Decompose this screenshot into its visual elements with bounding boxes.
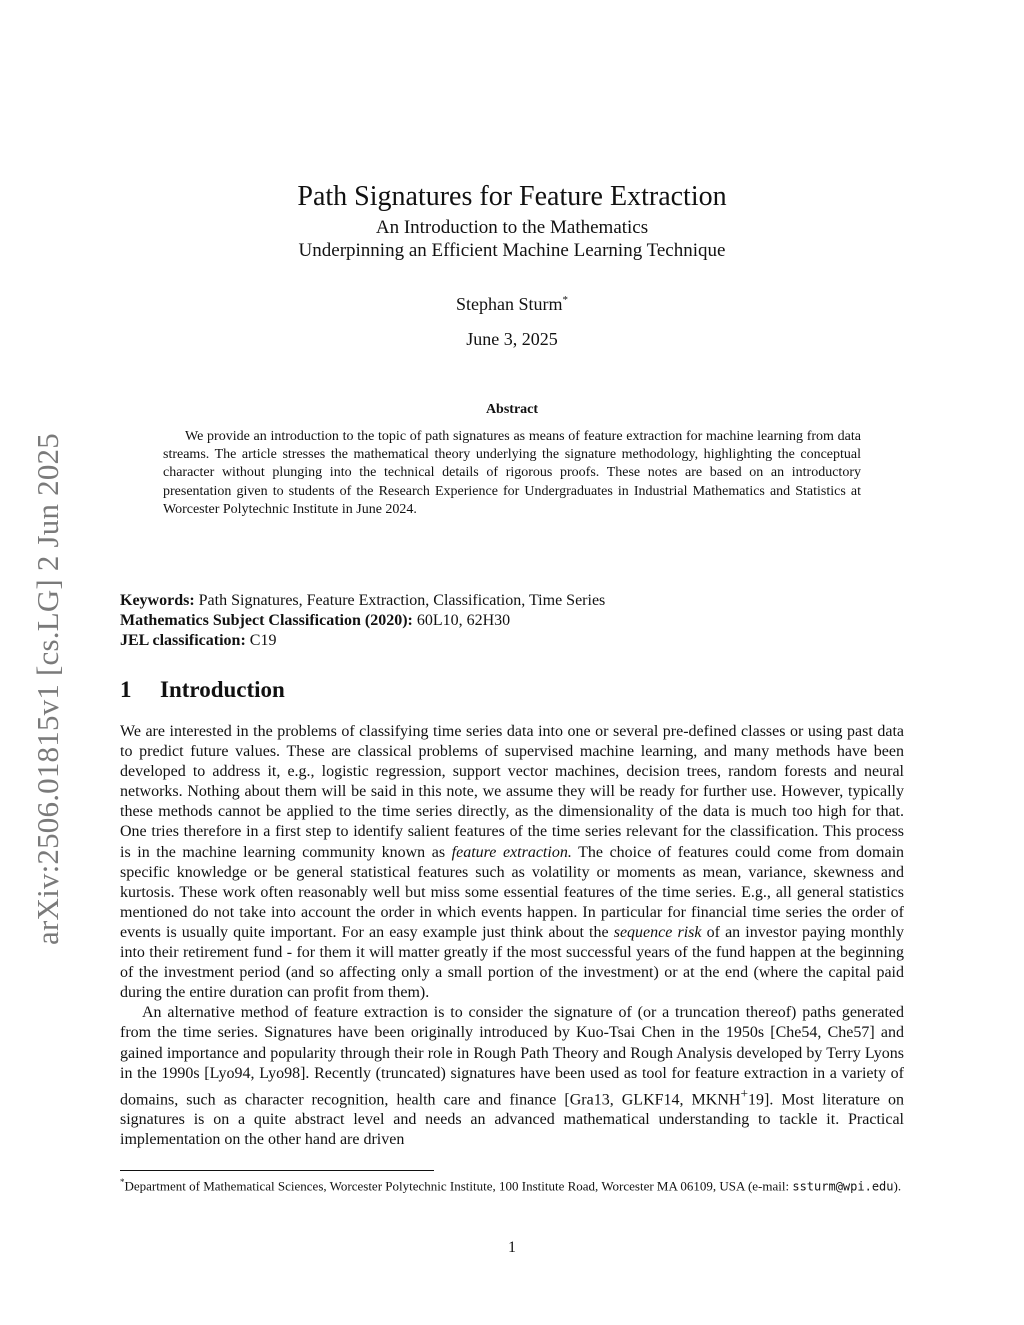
jel-value: C19 bbox=[249, 632, 277, 649]
author-name: Stephan Sturm bbox=[456, 294, 563, 314]
arxiv-sidebar-stamp: arXiv:2506.01815v1 [cs.LG] 2 Jun 2025 bbox=[30, 433, 65, 945]
title-block bbox=[120, 178, 904, 350]
keywords-value: Path Signatures, Feature Extraction, Classification, Time Series bbox=[198, 592, 606, 609]
keywords-line bbox=[120, 591, 904, 611]
footnote-email-link[interactable]: ssturm@wpi.edu bbox=[792, 1179, 894, 1194]
text-run: of an investor paying monthly into their retirement fund - for them it will matter greatly if the most successful years of the fund happen at the beginning of the investment period (and so affecting only a small portion of the investment) or at the end (where the capital paid during the entire duration can profit from them). bbox=[120, 923, 904, 1002]
footnote-mark: * bbox=[120, 1177, 125, 1187]
paper-title: Path Signatures for Feature Extraction bbox=[297, 181, 727, 212]
paragraph bbox=[120, 1003, 904, 1150]
classification-block bbox=[120, 591, 904, 651]
footnote-divider bbox=[120, 1170, 434, 1171]
text-run: We are interested in the problems of classifying time series data into one or several pre-defined classes or using past data to predict future values. These are classical problems of supervised machine learning, and many methods have been developed to address it, e.g., logistic regression, support vector machines, decision trees, random forests and neural networks. Nothing about them will be said in this note, we assume they will be ready for further use. However, typically these methods cannot be applied to the time series directly, as the dimensionality of the data is much too high for that. One tries therefore in a first step to identify salient features of the time series relevant for the classification. This process is in the machine learning community known as bbox=[120, 723, 904, 861]
abstract-heading: Abstract bbox=[485, 402, 539, 417]
footnote-text: Department of Mathematical Sciences, Worcester Polytechnic Institute, 100 Institute Road, Worcester MA 06109, USA (e-mail: bbox=[124, 1178, 793, 1194]
jel-label: JEL classification: bbox=[120, 632, 246, 649]
abstract-text: We provide an introduction to the topic of path signatures as means of feature extraction for machine learning from data streams. The article stresses the mathematical theory underlying the signature methodology, highlighting the conceptual character without plunging into the technical details of rigorous proofs. These notes are based on an introductory presentation given to students of the Research Experience for Undergraduates in Industrial Mathematics and Statistics at Worcester Polytechnic Institute in June 2024. bbox=[163, 429, 861, 517]
paper-subtitle-line2: Underpinning an Efficient Machine Learning Technique bbox=[298, 240, 726, 261]
paper-subtitle-line1: An Introduction to the Mathematics bbox=[375, 217, 649, 238]
section-body bbox=[120, 722, 904, 1150]
text-run: 19]. Most literature on signatures is on a quite abstract level and needs an advanced mathematical understanding to tackle it. Practical implementation on the other hand are driven bbox=[120, 1091, 905, 1149]
author-footnote-mark[interactable]: * bbox=[562, 294, 568, 306]
author bbox=[120, 294, 904, 315]
section-heading bbox=[120, 677, 285, 703]
section-title: Introduction bbox=[160, 677, 285, 702]
emphasis-feature-extraction: feature extraction. bbox=[451, 843, 572, 861]
jel-line bbox=[120, 631, 904, 651]
emphasis-sequence-risk: sequence risk bbox=[613, 923, 702, 941]
footnote bbox=[120, 1174, 904, 1195]
page-number: 1 bbox=[508, 1239, 516, 1256]
footnote-text-end: ). bbox=[893, 1178, 902, 1194]
section-number: 1 bbox=[120, 677, 132, 702]
paper-date: June 3, 2025 bbox=[466, 329, 558, 349]
abstract bbox=[163, 402, 861, 519]
paragraph bbox=[120, 722, 904, 1003]
msc-label: Mathematics Subject Classification (2020): bbox=[120, 612, 413, 629]
keywords-label: Keywords: bbox=[120, 592, 195, 609]
msc-value: 60L10, 62H30 bbox=[416, 612, 511, 629]
text-run: The choice of features could come from domain specific knowledge or be general statistical features such as volatility or moments as mean, variance, skewness and kurtosis. These work often reasonably well but miss some essential features of the time series. E.g., all general statistics mentioned do not take into account the order in which events happen. In particular for financial time series the order of events is usually quite important. For an easy example just think about the bbox=[120, 843, 905, 941]
msc-line bbox=[120, 611, 904, 631]
text-run: An alternative method of feature extraction is to consider the signature of (or a truncation thereof) paths generated from the time series. Signatures have been originally introduced by Kuo-Tsai Chen in the 1950s [Che54, Che57] and gained importance and popularity through their role in Rough Path Theory and Rough Analysis developed by Terry Lyons in the 1990s [Lyo94, Lyo98]. Recently (truncated) signatures have been used as tool for feature extraction in a variety of domains, such as character recognition, health care and finance [Gra13, GLKF14, MKNH bbox=[120, 1004, 904, 1109]
citation-superscript: + bbox=[740, 1085, 748, 1101]
